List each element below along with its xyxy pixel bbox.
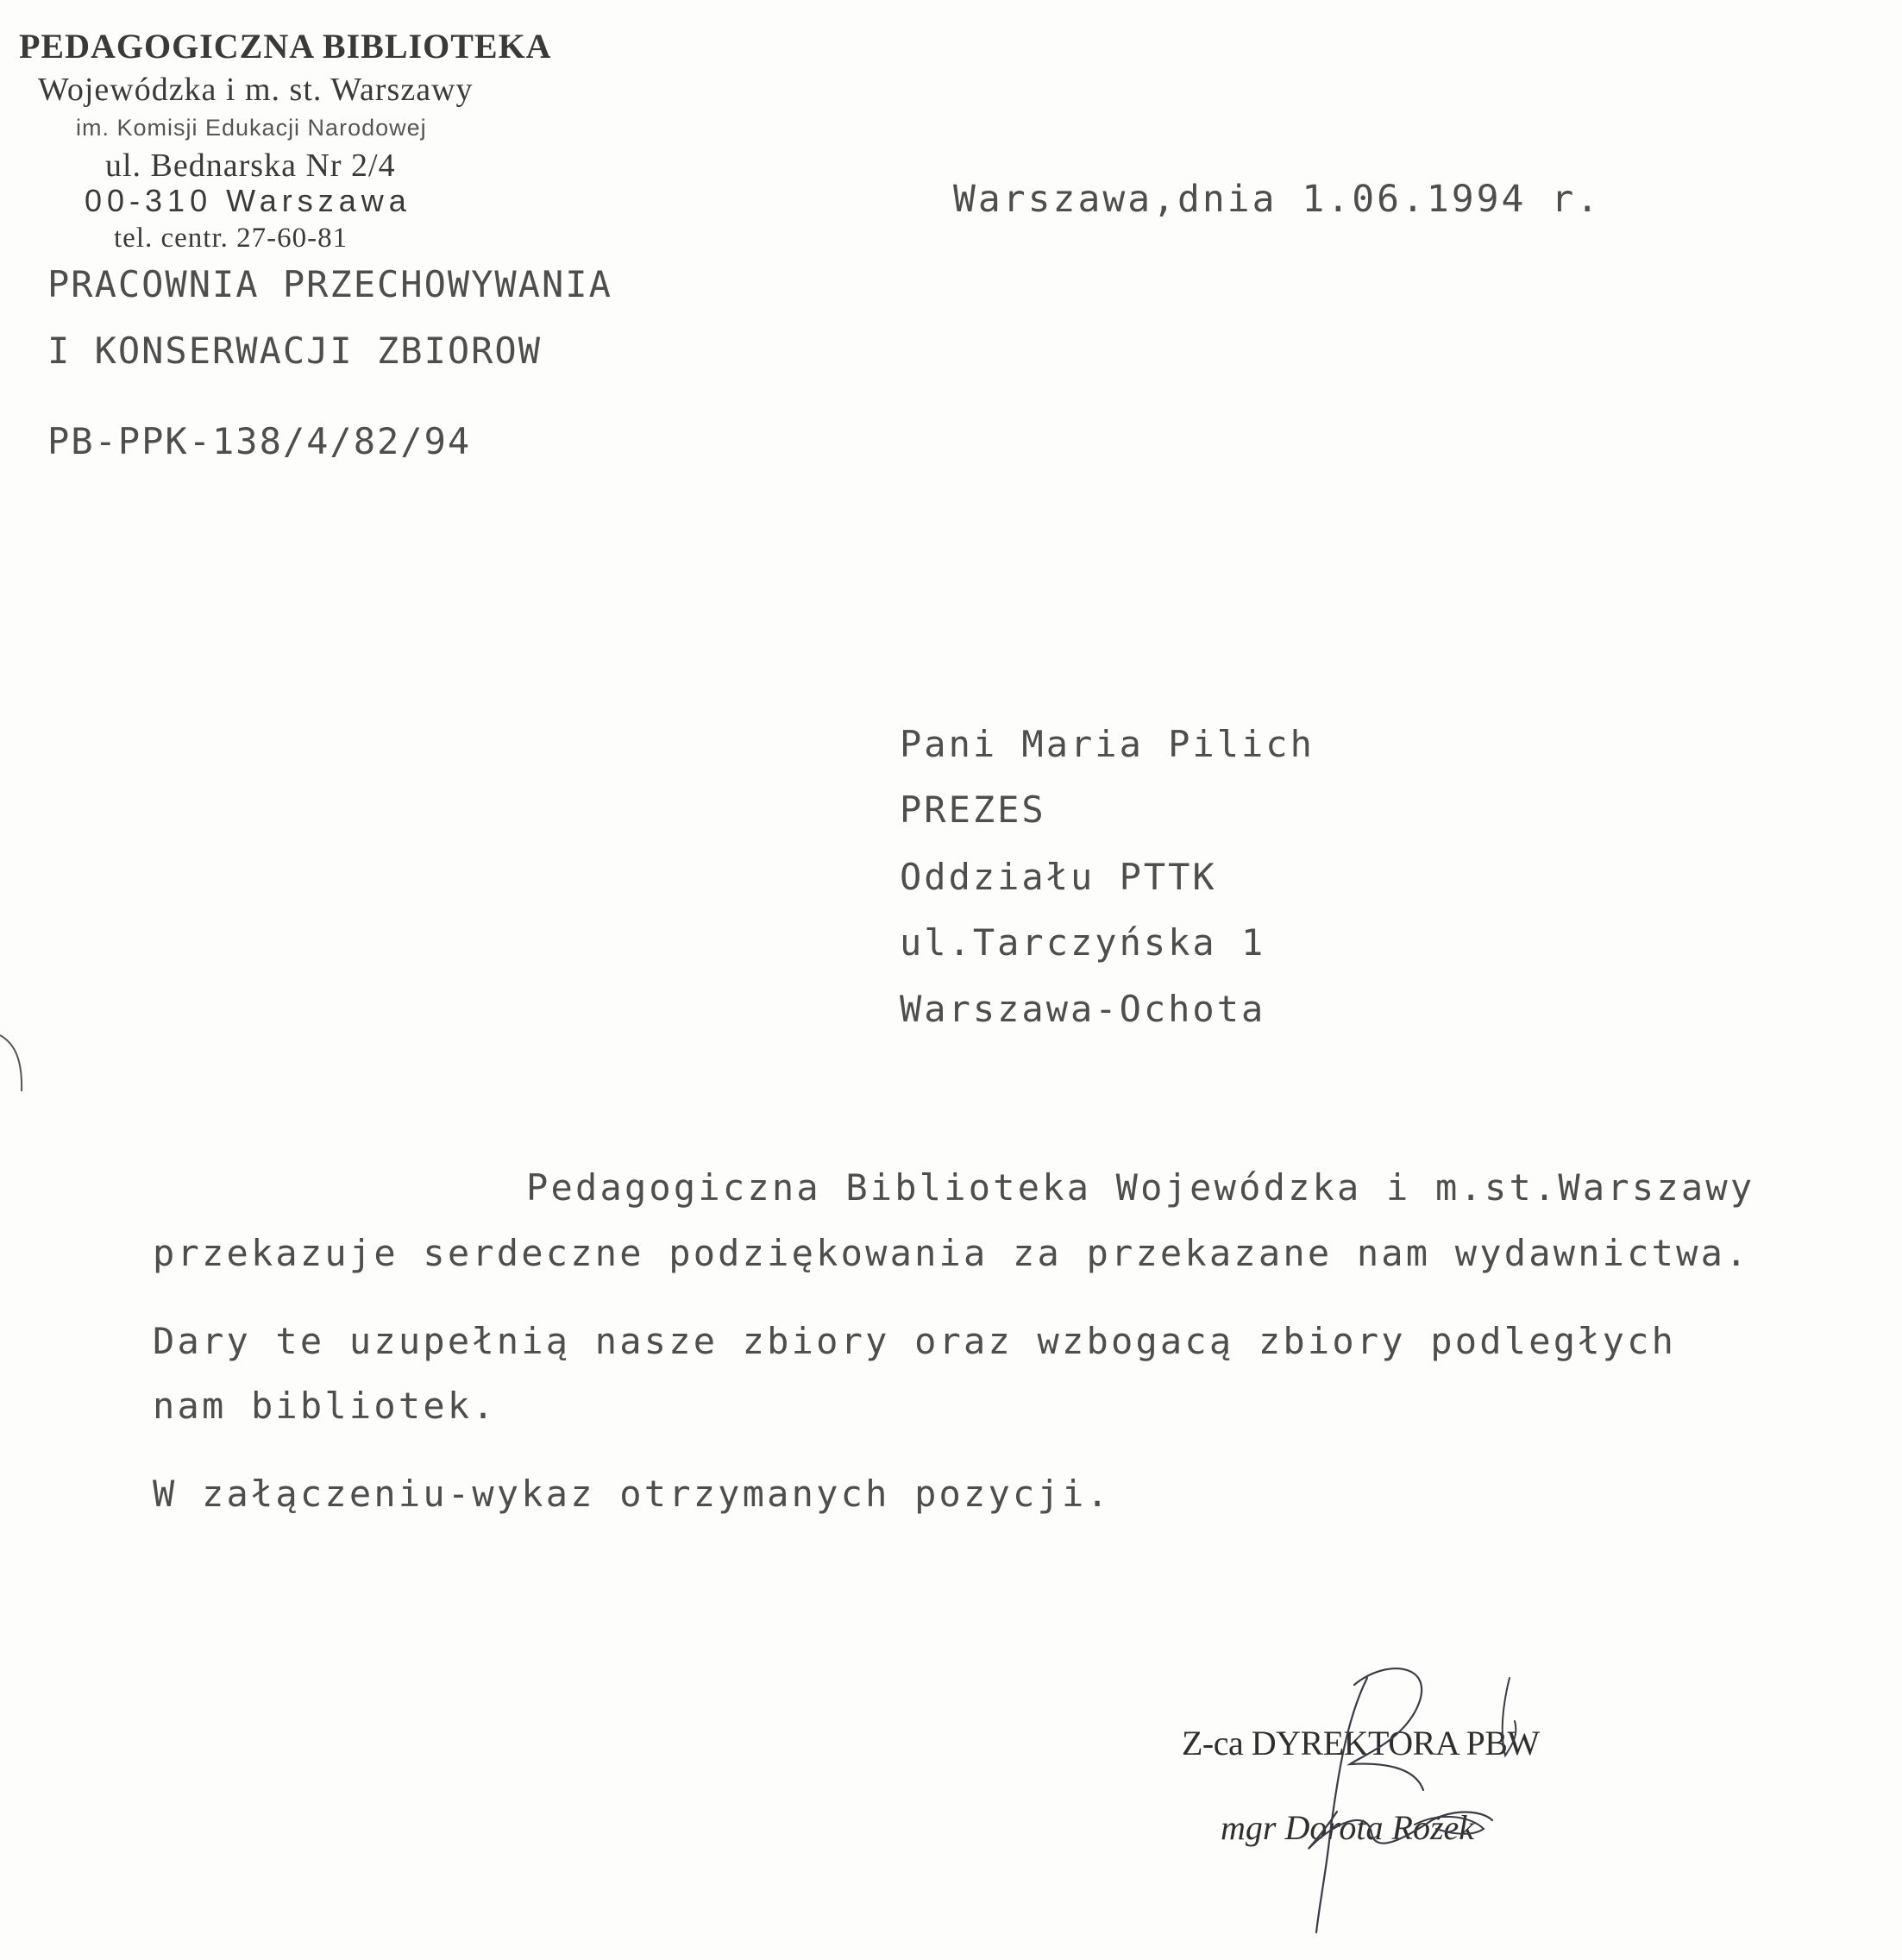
- handwritten-signature: [1285, 1661, 1570, 1937]
- body-line-1: Pedagogiczna Biblioteka Wojewódzka i m.st.Warszawy: [526, 1166, 1755, 1209]
- body-line-4: nam bibliotek.: [153, 1385, 497, 1427]
- place-and-date: Warszawa,dnia 1.06.1994 r.: [953, 178, 1602, 221]
- recipient-name: Pani Maria Pilich: [900, 723, 1315, 765]
- recipient-city: Warszawa-Ochota: [900, 988, 1266, 1030]
- department-line-1: PRACOWNIA PRZECHOWYWANIA: [47, 263, 612, 305]
- punch-hole-mark: [0, 1031, 26, 1109]
- reference-number: PB-PPK-138/4/82/94: [47, 420, 472, 462]
- body-line-2: przekazuje serdeczne podziękowania za przekazane nam wydawnictwa.: [153, 1232, 1750, 1274]
- recipient-organization: Oddziału PTTK: [900, 856, 1217, 898]
- stamp-line-street: ul. Bednarska Nr 2/4: [105, 148, 396, 184]
- signatory-name: mgr Dorota Rożek: [1221, 1808, 1475, 1847]
- department-line-2: I KONSERWACJI ZBIOROW: [47, 330, 543, 372]
- recipient-street: ul.Tarczyńska 1: [900, 921, 1266, 964]
- recipient-title: PREZES: [900, 788, 1046, 831]
- body-line-3: Dary te uzupełnią nasze zbiory oraz wzbogacą zbiory podległych: [153, 1320, 1677, 1362]
- stamp-line-region: Wojewódzka i m. st. Warszawy: [38, 72, 474, 108]
- stamp-line-patron: im. Komisji Edukacji Narodowej: [76, 115, 427, 141]
- stamp-line-phone: tel. centr. 27-60-81: [114, 223, 348, 254]
- stamp-line-institution: PEDAGOGICZNA BIBLIOTEKA: [19, 27, 552, 66]
- signatory-title: Z-ca DYREKTORA PBW: [1182, 1724, 1540, 1762]
- stamp-line-postcode: 00-310 Warszawa: [85, 183, 411, 218]
- body-line-5: W załączeniu-wykaz otrzymanych pozycji.: [153, 1473, 1111, 1515]
